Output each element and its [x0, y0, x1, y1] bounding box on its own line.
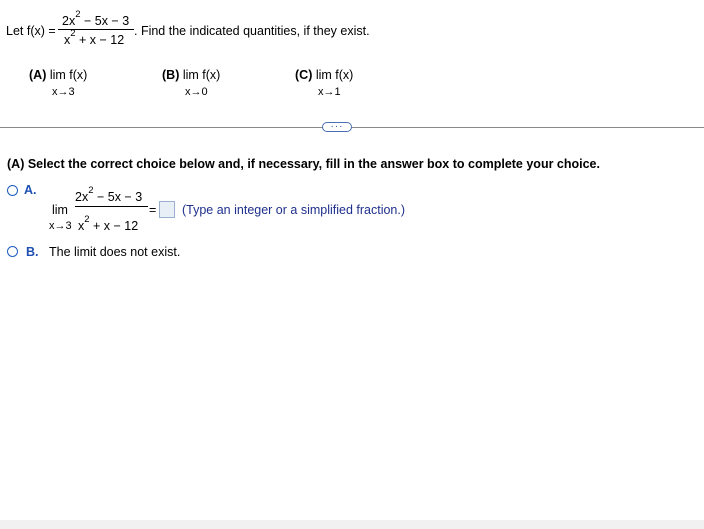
part-a-header	[29, 68, 87, 82]
denominator-exponent: 2	[70, 28, 76, 39]
option-a-letter[interactable]: A.	[24, 183, 37, 197]
part-b-expr: lim f(x)	[182, 68, 221, 82]
denominator-rest: + x − 12	[75, 33, 125, 47]
option-b-text[interactable]: The limit does not exist.	[49, 245, 181, 259]
part-c-header	[295, 68, 353, 82]
option-a-denominator-rest: + x − 12	[89, 219, 139, 233]
answer-input[interactable]	[159, 201, 175, 218]
part-a-label: (A)	[29, 68, 47, 82]
part-a-expr: lim f(x)	[49, 68, 88, 82]
part-a-subscript: x→3	[52, 86, 75, 98]
numerator-exponent: 2	[75, 9, 81, 20]
option-a-lim-subscript: x→3	[49, 220, 72, 232]
option-a-fraction-bar	[75, 206, 148, 207]
option-a-equals: =	[149, 203, 157, 217]
option-b-radio[interactable]	[7, 246, 18, 257]
option-a-numerator-exponent: 2	[88, 185, 94, 196]
section-divider	[0, 127, 704, 128]
part-c-label: (C)	[295, 68, 313, 82]
more-options-button[interactable]	[322, 122, 352, 132]
numerator-lead: 2x	[62, 14, 76, 28]
ellipsis-icon: ···	[330, 121, 344, 132]
part-a-prompt	[7, 157, 600, 171]
option-a-denominator-exponent: 2	[84, 214, 90, 225]
option-a-denominator-lead: x	[78, 219, 85, 233]
denominator-lead: x	[64, 33, 71, 47]
prompt-text: (A) Select the correct choice below and, if necessary, fill in the answer box to complete your choice.	[7, 157, 600, 171]
numerator-rest: − 5x − 3	[80, 14, 130, 28]
answer-hint: (Type an integer or a simplified fraction.)	[182, 203, 406, 217]
option-a-radio[interactable]	[7, 185, 18, 196]
option-a-denominator	[78, 214, 139, 233]
part-b-subscript: x→0	[185, 86, 208, 98]
option-a-numerator	[75, 185, 143, 204]
option-b-letter[interactable]: B.	[26, 245, 39, 259]
part-c-expr: lim f(x)	[315, 68, 354, 82]
part-c-subscript: x→1	[318, 86, 341, 98]
option-a-lim: lim	[52, 203, 68, 217]
question-numerator	[62, 9, 130, 28]
let-label: Let f(x) =	[6, 24, 56, 38]
question-denominator	[64, 28, 125, 47]
option-a-numerator-rest: − 5x − 3	[93, 190, 143, 204]
part-b-header	[162, 68, 220, 82]
footer-bar	[0, 520, 704, 529]
part-b-label: (B)	[162, 68, 180, 82]
option-a-numerator-lead: 2x	[75, 190, 89, 204]
question-instruction: . Find the indicated quantities, if they exist.	[134, 24, 370, 38]
